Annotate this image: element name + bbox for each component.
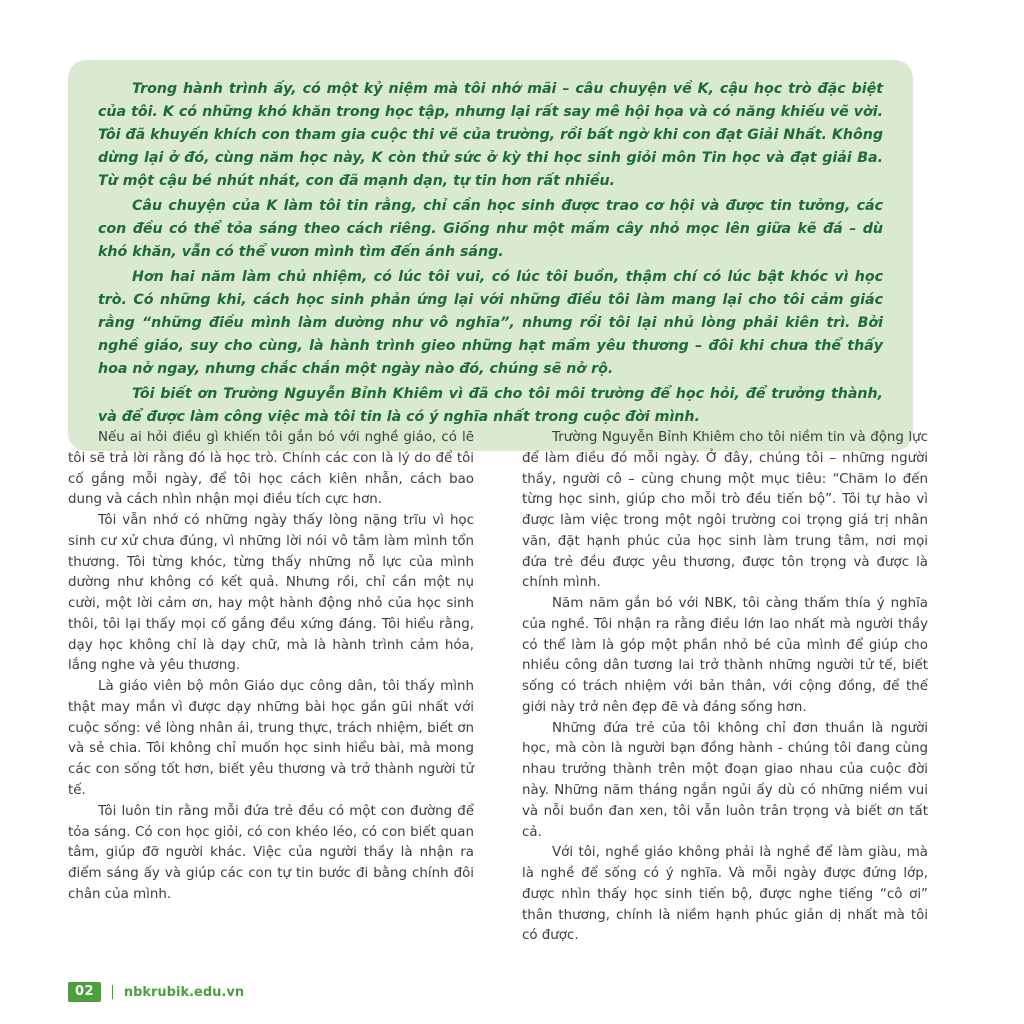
- left-paragraph-3: Là giáo viên bộ môn Giáo dục công dân, tôi thấy mình thật may mắn vì được dạy những bài học gần gũi nhất với cuộc sống: về lòng nhân ái, trung thực, trách nhiệm, biết ơn và sẻ chia. Tôi không chỉ muốn học sinh hiểu bài, mà mong các con sống tốt hơn, biết yêu thương và trở thành người tử tế.: [68, 679, 474, 799]
- page-footer: [68, 982, 244, 1002]
- left-paragraph-4: Tôi luôn tin rằng mỗi đứa trẻ đều có một con đường để tỏa sáng. Có con học giỏi, có con khéo léo, có con biết quan tâm, giúp đỡ người khác. Việc của người thầy là nhận ra điểm sáng ấy và giúp các con tự tin bước đi bằng chính đôi chân của mình.: [68, 803, 474, 902]
- page-number-badge: 02: [68, 982, 101, 1002]
- right-column: [522, 428, 928, 947]
- footer-website: nbkrubik.edu.vn: [123, 984, 245, 1000]
- callout-paragraph-4: Tôi biết ơn Trường Nguyễn Bỉnh Khiêm vì đã cho tôi môi trường để học hỏi, để trưởng thành, và để được làm công việc mà tôi tin là có ý nghĩa nhất trong cuộc đời mình.: [98, 386, 883, 425]
- callout-paragraph-2: Câu chuyện của K làm tôi tin rằng, chỉ cần học sinh được trao cơ hội và được tin tưởng, các con đều có thể tỏa sáng theo cách riêng. Giống như một mầm cây nhỏ mọc lên giữa kẽ đá – dù khó khăn, vẫn có thể vươn mình tìm đến ánh sáng.: [98, 198, 883, 260]
- callout-paragraph-3: Hơn hai năm làm chủ nhiệm, có lúc tôi vui, có lúc tôi buồn, thậm chí có lúc bật khóc vì học trò. Có những khi, cách học sinh phản ứng lại với những điều tôi làm mang lại cho tôi cảm giác rằng “những điều mình làm dường như vô nghĩa”, nhưng rồi tôi lại nhủ lòng phải kiên trì. Bởi nghề giáo, suy cho cùng, là hành trình gieo những hạt mầm yêu thương – đôi khi chưa thể thấy hoa nở ngay, nhưng chắc chắn một ngày nào đó, chúng sẽ nở rộ.: [98, 269, 883, 377]
- right-paragraph-2: Năm năm gắn bó với NBK, tôi càng thấm thía ý nghĩa của nghề. Tôi nhận ra rằng điều lớn lao nhất mà người thầy có thể làm là góp một phần nhỏ bé của mình để giúp cho nhiều công dân tương lai trở thành những người tử tế, biết sống có trách nhiệm với bản thân, với cộng đồng, để thế giới này trở nên đẹp đẽ và đáng sống hơn.: [522, 596, 928, 715]
- footer-separator: |: [110, 984, 115, 1000]
- right-paragraph-4: Với tôi, nghề giáo không phải là nghề để làm giàu, mà là nghề để sống có ý nghĩa. Và mỗi ngày được đứng lớp, được nhìn thấy học sinh tiến bộ, được nghe tiếng “cô ơi” thân thương, chính là niềm hạnh phúc giản dị nhất mà tôi có được.: [522, 845, 928, 944]
- left-column: [68, 428, 474, 947]
- left-paragraph-2: Tôi vẫn nhớ có những ngày thấy lòng nặng trĩu vì học sinh cư xử chưa đúng, vì những lời nói vô tâm làm mình tổn thương. Tôi từng khóc, từng thấy những nỗ lực của mình dường như không có kết quả. Nhưng rồi, chỉ cần một nụ cười, một lời cảm ơn, hay một hành động nhỏ của học sinh thôi, tôi lại thấy mọi cố gắng đều xứng đáng. Tôi hiểu rằng, dạy học không chỉ là dạy chữ, mà là hành trình cảm hóa, lắng nghe và yêu thương.: [68, 513, 474, 674]
- highlight-callout: [68, 60, 913, 451]
- right-paragraph-1: Trường Nguyễn Bỉnh Khiêm cho tôi niềm tin và động lực để làm điều đó mỗi ngày. Ở đây, chúng tôi – những người thầy, người cô – cùng chung một mục tiêu: “Chăm lo đến từng học sinh, giúp cho mỗi trò đều tiến bộ”. Tôi tự hào vì được làm việc trong một ngôi trường coi trọng giá trị nhân văn, đặt hạnh phúc của học sinh làm trung tâm, nơi mọi đứa trẻ đều được yêu thương, được tôn trọng và được là chính mình.: [522, 430, 928, 591]
- callout-paragraph-1: Trong hành trình ấy, có một kỷ niệm mà tôi nhớ mãi – câu chuyện về K, cậu học trò đặc biệt của tôi. K có những khó khăn trong học tập, nhưng lại rất say mê hội họa và có năng khiếu vẽ vời. Tôi đã khuyến khích con tham gia cuộc thi vẽ của trường, rồi bất ngờ khi con đạt Giải Nhất. Không dừng lại ở đó, cùng năm học này, K còn thử sức ở kỳ thi học sinh giỏi môn Tin học và đạt giải Ba. Từ một cậu bé nhút nhát, con đã mạnh dạn, tự tin hơn rất nhiều.: [98, 81, 883, 189]
- right-paragraph-3: Những đứa trẻ của tôi không chỉ đơn thuần là người học, mà còn là người bạn đồng hành - chúng tôi đang cùng nhau trưởng thành trên một đoạn giao nhau của cuộc đời này. Những năm tháng ngắn ngủi ấy dù có những niềm vui và nỗi buồn đan xen, tôi vẫn luôn trân trọng và biết ơn tất cả.: [522, 720, 928, 840]
- body-columns: [68, 428, 928, 947]
- left-paragraph-1: Nếu ai hỏi điều gì khiến tôi gắn bó với nghề giáo, có lẽ tôi sẽ trả lời rằng đó là học trò. Chính các con là lý do để tôi cố gắng mỗi ngày, để tôi học cách kiên nhẫn, cách bao dung và cách nhìn nhận mọi điều tích cực hơn.: [68, 430, 474, 508]
